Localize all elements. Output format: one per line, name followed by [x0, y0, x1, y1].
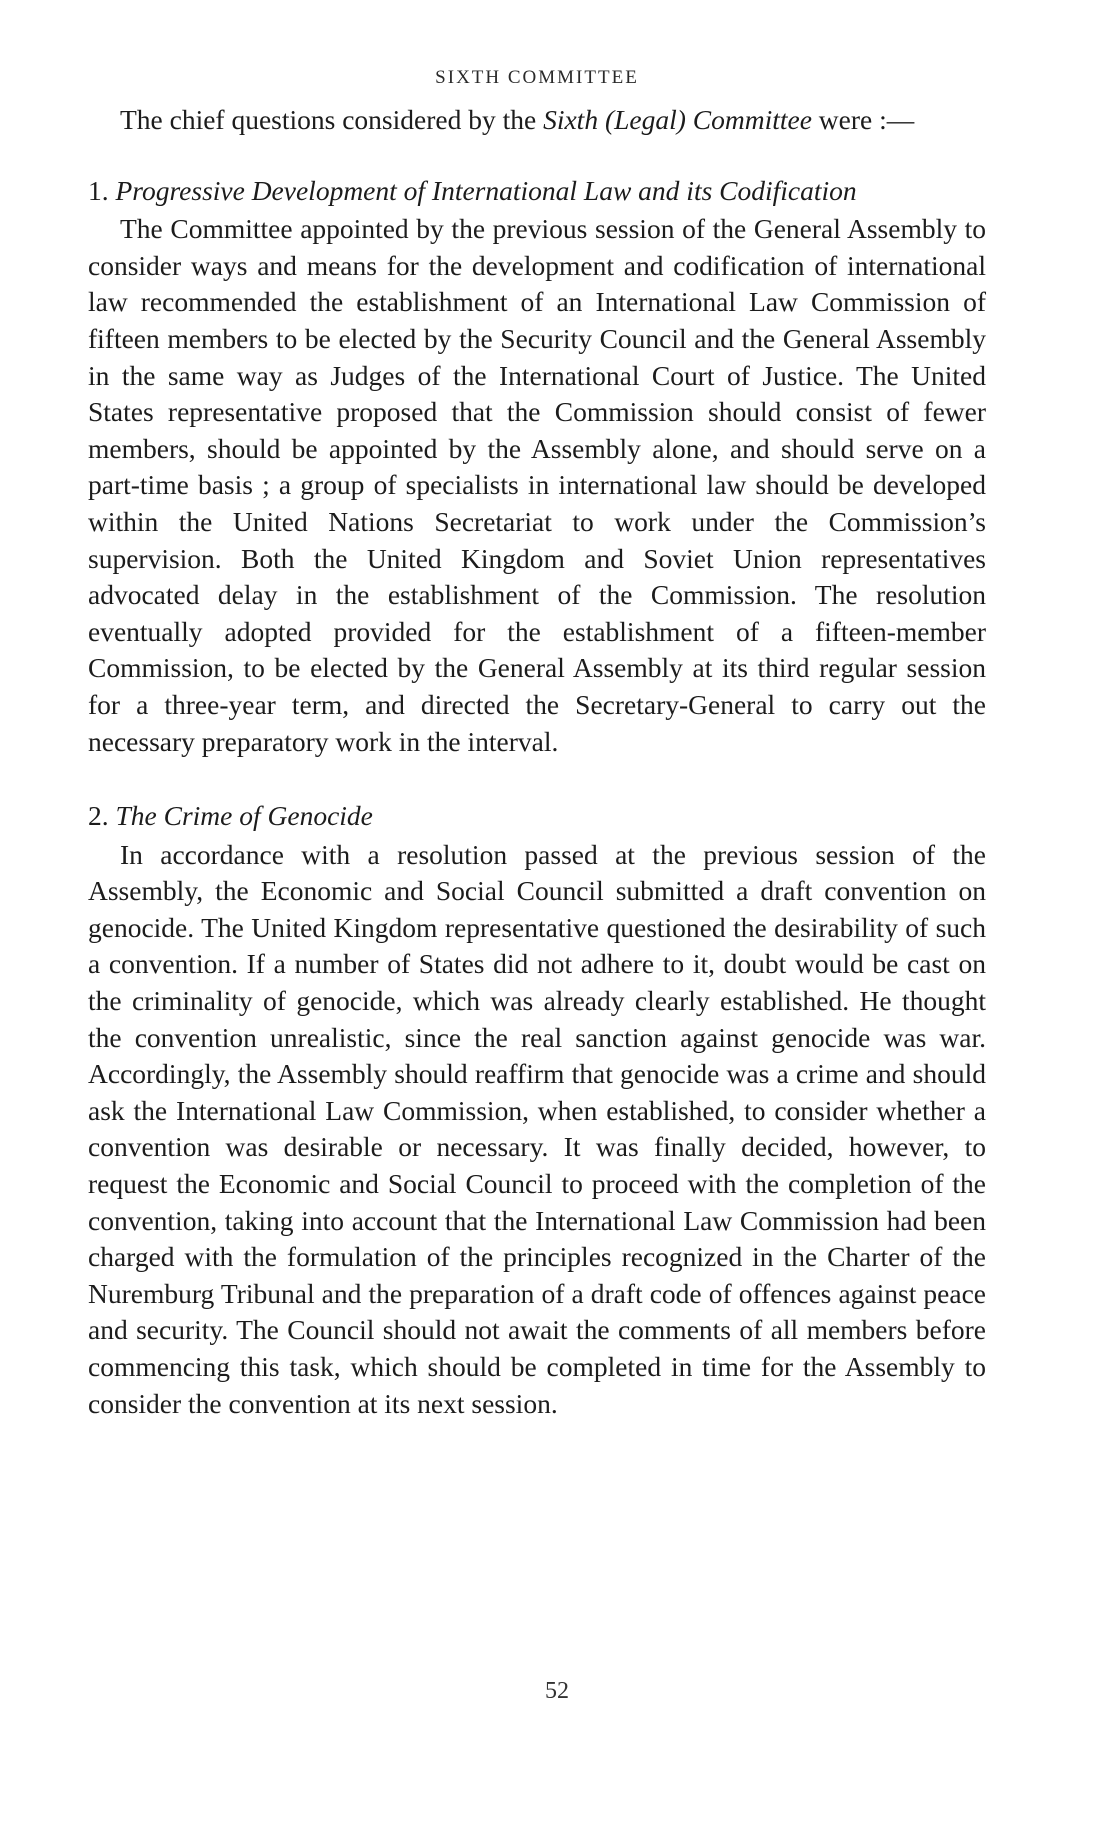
section-heading [88, 173, 986, 210]
section-title: Progressive Development of International Law and its Codification [115, 174, 857, 206]
intro-paragraph [88, 102, 986, 139]
section-genocide [88, 798, 986, 1422]
section-number: 2. [88, 800, 109, 832]
section-codification [88, 173, 986, 761]
section-heading [88, 798, 986, 835]
section-body: In accordance with a resolution passed at the previous session of the Assembly, the Economic and Social Council submitted a draft convention on genocide. The United Kingdom representative questioned the desirability of such a convention. If a number of States did not adhere to it, doubt would be cast on the criminality of genocide, which was already clearly established. He thought the convention unrealistic, since the real sanction against genocide was war. Accordingly, the Assembly should reaffirm that genocide was a crime and should ask the International Law Commission, when established, to consider whether a convention was desirable or necessary. It was finally decided, however, to request the Economic and Social Council to proceed with the completion of the convention, taking into account that the International Law Commission had been charged with the formulation of the principles recognized in the Charter of the Nuremburg Tribunal and the preparation of a draft code of offences against peace and security. The Council should not await the comments of all members before commencing this task, which should be completed in time for the Assembly to consider the convention at its next session. [88, 838, 986, 1419]
intro-text-after: were :— [811, 104, 915, 135]
intro-text-before: The chief questions considered by the [120, 104, 544, 135]
section-title: The Crime of Genocide [115, 800, 373, 832]
page-number: 52 [545, 1678, 569, 1704]
section-number: 1. [88, 174, 109, 206]
section-body: The Committee appointed by the previous session of the General Assembly to consider ways and means for the development and codification of international law recommended the establishment of an International Law Commission of fifteen members to be elected by the Security Council and the General Assembly in the same way as Judges of the International Court of Justice. The United States representative proposed that the Commission should consist of fewer members, should be appointed by the Assembly alone, and should serve on a part-time basis ; a group of specialists in international law should be developed within the United Nations Secretariat to work under the Commission’s supervision. Both the United Kingdom and Soviet Union representatives advocated delay in the establishment of the Commission. The resolution eventually adopted provided for the establishment of a fifteen-member Commission, to be elected by the General Assembly at its third regular session for a three-year term, and directed the Secretary-General to carry out the necessary preparatory work in the interval. [88, 213, 986, 757]
running-head: SIXTH COMMITTEE [435, 67, 639, 88]
page-content [88, 66, 986, 1460]
committee-name: Sixth (Legal) Committee [543, 104, 812, 135]
